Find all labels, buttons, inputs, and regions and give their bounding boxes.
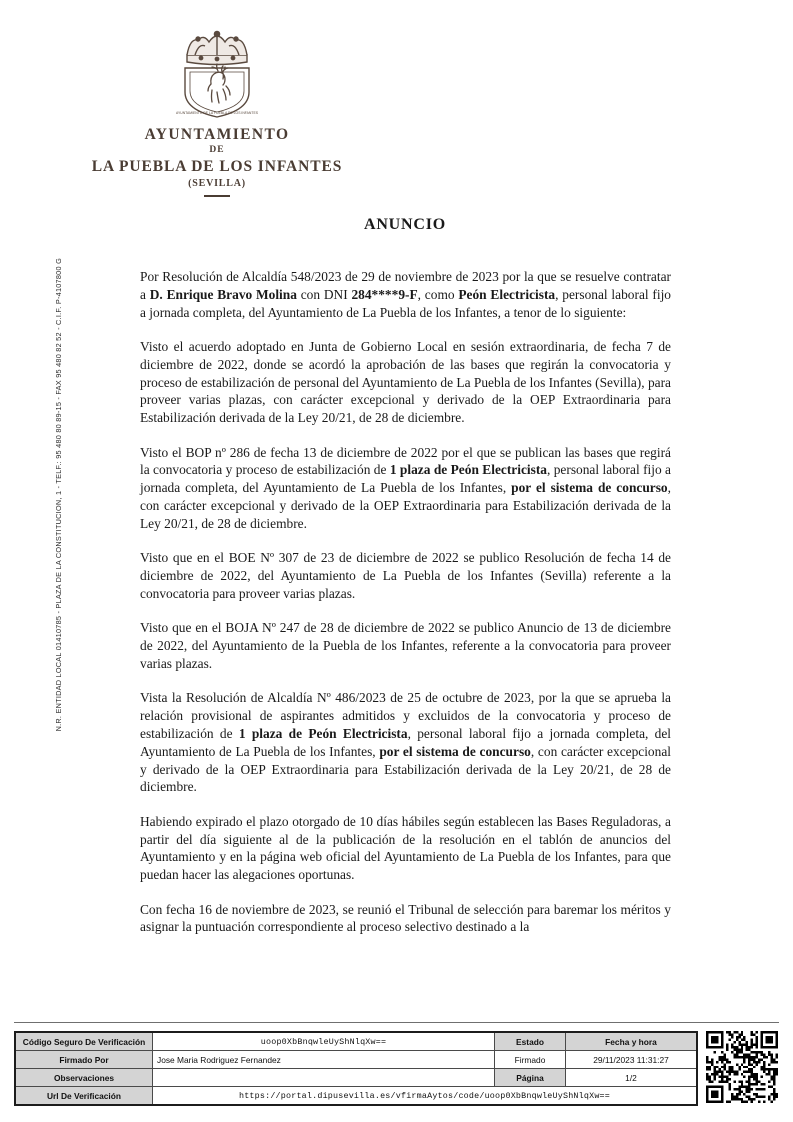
letterhead <box>62 22 372 197</box>
status-value: Firmado <box>495 1051 566 1069</box>
signature-table <box>14 1031 698 1106</box>
observations-value <box>153 1069 495 1087</box>
emphasis-text: 1 plaza de Peón Electricista <box>238 725 408 741</box>
page-title: ANUNCIO <box>363 216 447 233</box>
table-row <box>15 1032 697 1051</box>
paragraph: Habiendo expirado el plazo otorgado de 10 días hábiles según establecen las Bases Reguladoras, a partir del día siguiente al de la publicación de la resolución en el tablón de anuncios del Ayuntamiento y en la página web oficial del Ayuntamiento de La Puebla de los Infantes, para que puedan hacer las alegaciones oportunas. <box>140 813 671 883</box>
emphasis-text: por el sistema de concurso <box>511 480 668 496</box>
csv-label: Código Seguro De Verificación <box>15 1032 153 1051</box>
status-header: Estado <box>495 1032 566 1051</box>
paragraph: Visto que en el BOJA Nº 247 de 28 de diciembre de 2022 se publico Anuncio de 13 de diciembre de 2022, del Ayuntamiento de la Puebla de los Infantes, referente a la convocatoria para proveer varias plazas. <box>140 620 671 671</box>
emphasis-text: 284****9-F <box>351 286 418 302</box>
letterhead-organization: AYUNTAMIENTO <box>144 126 290 143</box>
qr-code-icon[interactable] <box>706 1031 778 1103</box>
margin-entity-details: N.R. ENTIDAD LOCAL 01410785 - PLAZA DE LA CONSTITUCION, 1 - TELF.: 95 480 80 89-15 - FAX 95 480 82 52 - C.I.F. P-4107800 G <box>54 258 63 732</box>
emphasis-text: 1 plaza de Peón Electricista <box>389 462 547 478</box>
signed-by-label: Firmado Por <box>15 1051 153 1069</box>
table-row <box>15 1051 697 1069</box>
paragraph: Por Resolución de Alcaldía 548/2023 de 29 de noviembre de 2023 por la que se resuelve contratar a D. Enrique Bravo Molina con DNI 284****9-F, como Peón Electricista, personal laboral fijo a jornada completa, del Ayuntamiento de La Puebla de los Infantes, a tenor de lo siguiente: <box>140 269 672 320</box>
emphasis-text: por el sistema de concurso <box>379 743 531 759</box>
verification-url-label: Url De Verificación <box>15 1087 153 1106</box>
table-row <box>15 1087 697 1106</box>
emphasis-text: D. Enrique Bravo Molina <box>149 286 297 302</box>
letterhead-province: (SEVILLA) <box>188 178 246 190</box>
paragraph: Visto el BOP nº 286 de fecha 13 de diciembre de 2022 por el que se publican las bases que regirá la convocatoria y proceso de estabilización de 1 plaza de Peón Electricista, personal laboral fijo a jornada completa, del Ayuntamiento de La Puebla de los Infantes, por el sistema de concurso, con carácter excepcional y derivado de la OEP Extraordinaria para Estabilización derivada de la Ley 20/21, de 28 de diciembre. <box>140 444 672 531</box>
datetime-value: 29/11/2023 11:31:27 <box>566 1051 698 1069</box>
paragraph: Con fecha 16 de noviembre de 2023, se reunió el Tribunal de selección para baremar los méritos y asignar la puntuación correspondiente al proceso selectivo destinado a la <box>140 901 671 935</box>
svg-text:AYUNTAMIENTO DE LA PUEBLA DE L: AYUNTAMIENTO DE LA PUEBLA DE LOS INFANTES <box>176 111 258 115</box>
footer-divider <box>14 1022 779 1023</box>
emphasis-text: Peón Electricista <box>458 286 556 302</box>
observations-label: Observaciones <box>15 1069 153 1087</box>
paragraph: Visto que en el BOE Nº 307 de 23 de diciembre de 2022 se publico Resolución de fecha 14 de diciembre de 2022, del Ayuntamiento de La Puebla de los Infantes (Sevilla) referente a la convocatoria para proveer varias plazas. <box>140 550 671 601</box>
datetime-header: Fecha y hora <box>566 1032 698 1051</box>
table-row <box>15 1069 697 1087</box>
page-label: Página <box>495 1069 566 1087</box>
letterhead-municipality: LA PUEBLA DE LOS INFANTES <box>91 157 343 175</box>
document-body <box>140 268 671 953</box>
page-value: 1/2 <box>566 1069 698 1087</box>
paragraph: Visto el acuerdo adoptado en Junta de Gobierno Local en sesión extraordinaria, de fecha 7 de diciembre de 2022, donde se acordó la aprobación de las bases que regirán la convocatoria y proceso de estabilización de personal del Ayuntamiento de La Puebla de los Infantes (Sevilla), para proveer varias plazas, con carácter excepcional y derivado de la OEP Extraordinaria para Estabilización derivada de la Ley 20/21, de 28 de diciembre. <box>140 338 671 426</box>
verification-url-value[interactable]: https://portal.dipusevilla.es/vfirmaAytos/code/uoop0XbBnqwleUyShNlqXw== <box>153 1087 698 1106</box>
csv-value: uoop0XbBnqwleUyShNlqXw== <box>153 1032 495 1051</box>
letterhead-divider <box>204 195 230 197</box>
coat-of-arms-icon <box>171 22 263 120</box>
paragraph: Vista la Resolución de Alcaldía Nº 486/2023 de 25 de octubre de 2023, por la que se aprueba la relación provisional de aspirantes admitidos y excluidos de la convocatoria y proceso de estabilización de 1 plaza de Peón Electricista, personal laboral fijo a jornada completa, del Ayuntamiento de La Puebla de los Infantes, por el sistema de concurso, con carácter excepcional y derivado de la OEP Extraordinaria para Estabilización derivada de la Ley 20/21, de 28 de diciembre. <box>140 690 672 795</box>
signed-by-value: Jose Maria Rodriguez Fernandez <box>153 1051 495 1069</box>
qr-code-graphic <box>706 1031 778 1103</box>
signature-footer <box>14 1031 779 1106</box>
letterhead-connector: DE <box>209 145 225 156</box>
